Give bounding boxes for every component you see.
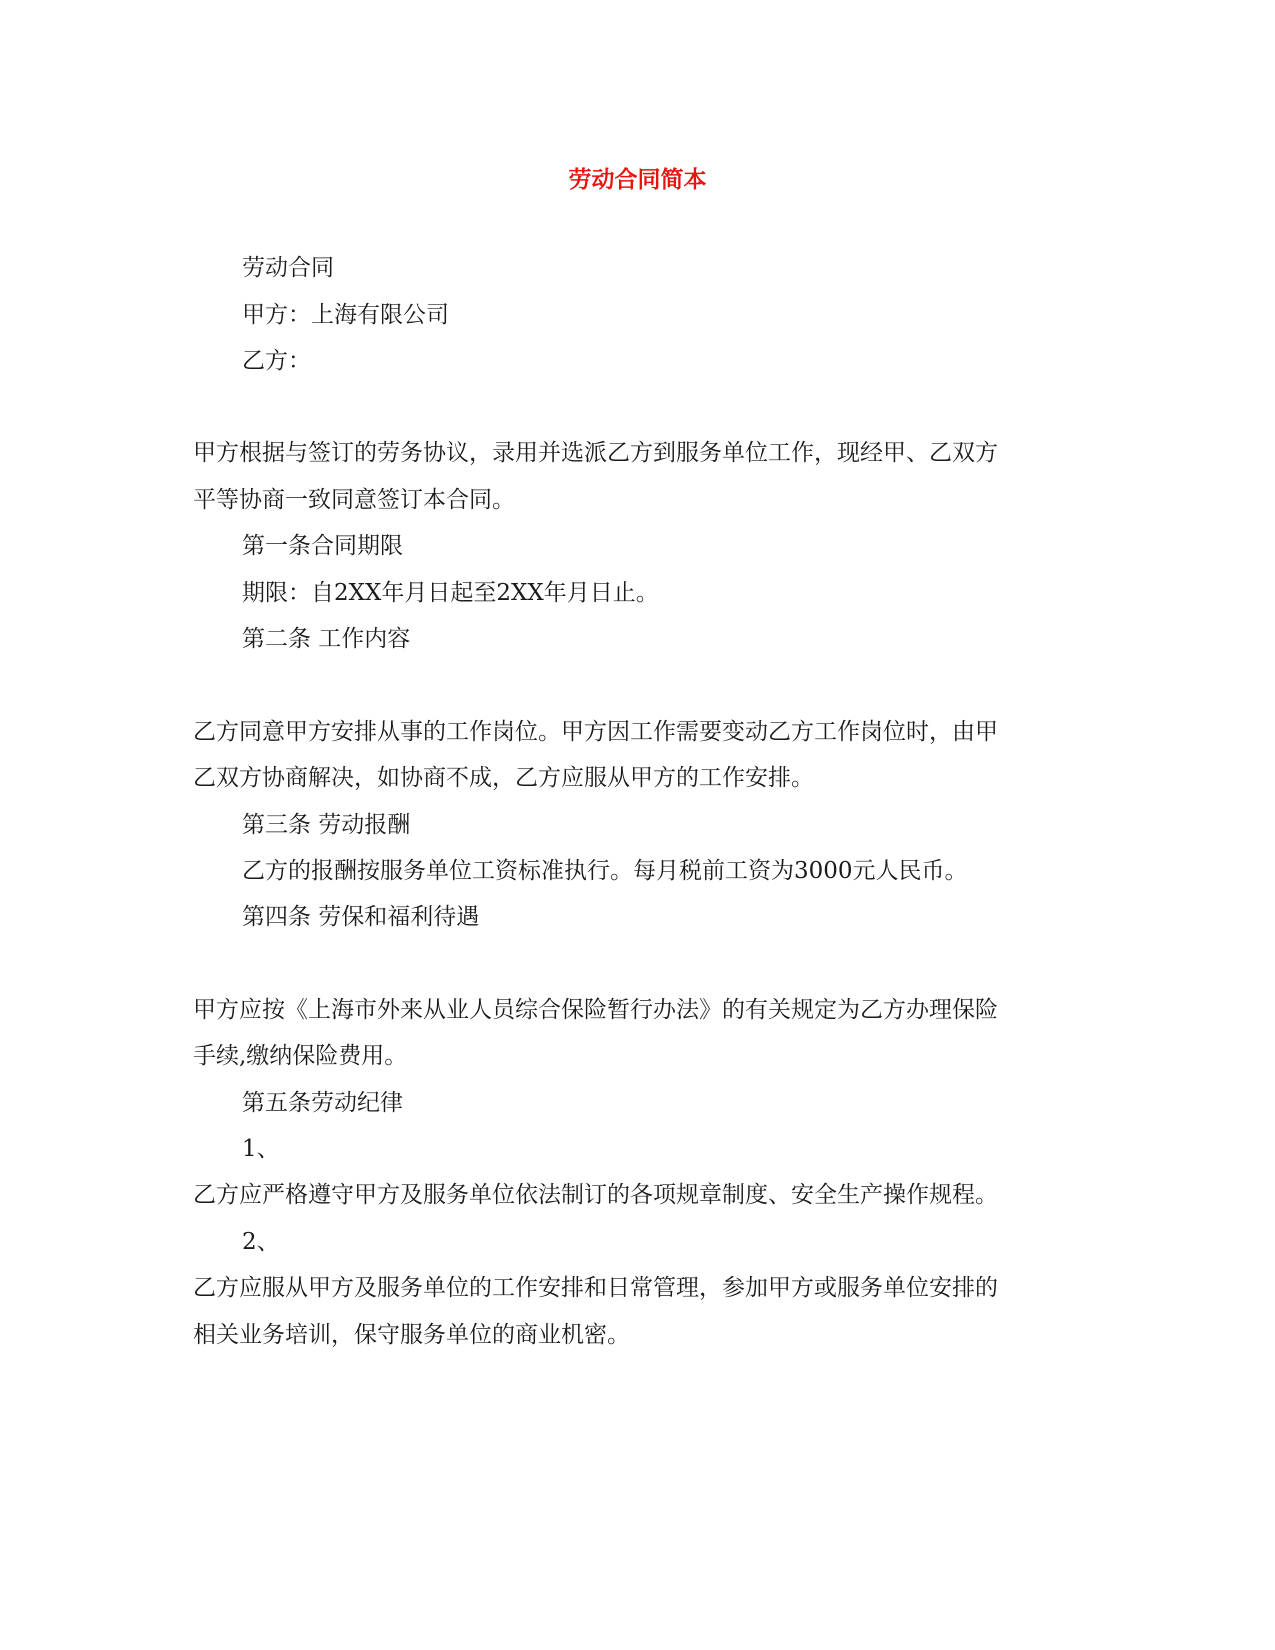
article-3-salary: 乙方的报酬按服务单位工资标准执行。每月税前工资为3000元人民币。 bbox=[242, 858, 968, 884]
article-4-line-1: 甲方应按《上海市外来从业人员综合保险暂行办法》的有关规定为乙方办理保险 bbox=[193, 997, 998, 1023]
article-2-line-1: 乙方同意甲方安排从事的工作岗位。甲方因工作需要变动乙方工作岗位时，由甲 bbox=[193, 719, 998, 745]
article-2-line-2: 乙双方协商解决，如协商不成，乙方应服从甲方的工作安排。 bbox=[193, 765, 814, 791]
article-2-heading: 第二条 工作内容 bbox=[242, 626, 411, 652]
article-5-item-2-line-1: 乙方应服从甲方及服务单位的工作安排和日常管理，参加甲方或服务单位安排的 bbox=[193, 1275, 998, 1301]
article-1-term: 期限：自2XX年月日起至2XX年月日止。 bbox=[242, 580, 659, 606]
article-1-heading: 第一条合同期限 bbox=[242, 533, 403, 559]
document-title: 劳动合同简本 bbox=[568, 166, 707, 193]
article-4-heading: 第四条 劳保和福利待遇 bbox=[242, 904, 480, 930]
article-3-heading: 第三条 劳动报酬 bbox=[242, 812, 411, 838]
article-5-item-1-text: 乙方应严格遵守甲方及服务单位依法制订的各项规章制度、安全生产操作规程。 bbox=[193, 1182, 998, 1208]
preamble-line-1: 甲方根据与签订的劳务协议，录用并选派乙方到服务单位工作，现经甲、乙双方 bbox=[193, 440, 998, 466]
article-4-line-2: 手续,缴纳保险费用。 bbox=[193, 1043, 408, 1069]
article-5-item-1-number: 1、 bbox=[242, 1136, 280, 1162]
article-5-item-2-line-2: 相关业务培训，保守服务单位的商业机密。 bbox=[193, 1322, 630, 1348]
article-5-heading: 第五条劳动纪律 bbox=[242, 1090, 403, 1116]
party-b-line: 乙方： bbox=[242, 348, 311, 374]
preamble-line-2: 平等协商一致同意签订本合同。 bbox=[193, 487, 515, 513]
contract-heading: 劳动合同 bbox=[242, 255, 334, 281]
party-a-line: 甲方：上海有限公司 bbox=[242, 302, 449, 328]
article-5-item-2-number: 2、 bbox=[242, 1229, 280, 1255]
